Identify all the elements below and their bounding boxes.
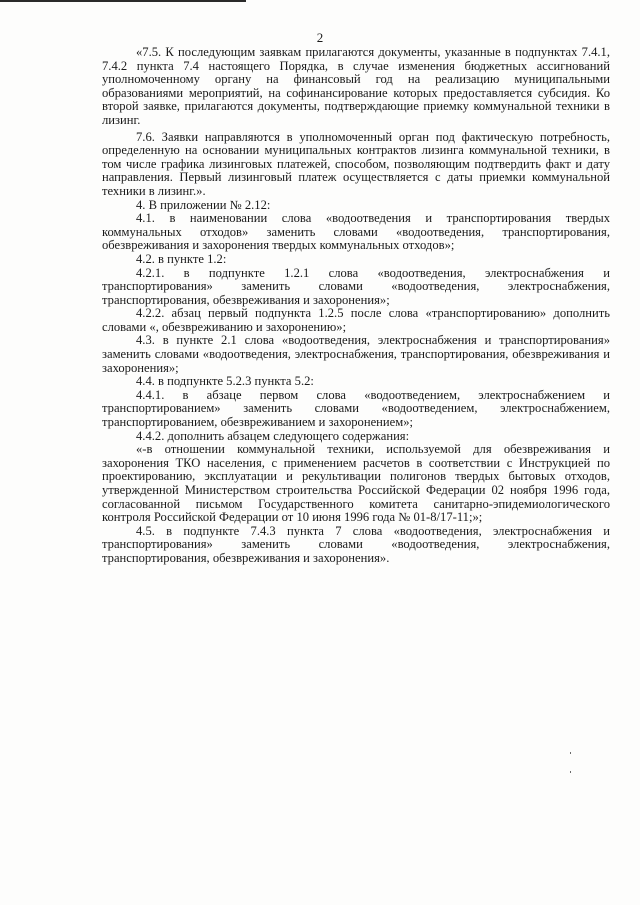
paragraph-4-1: 4.1. в наименовании слова «водоотведения и транспортирования твердых коммунальных отходов» заменить словами «водоотведения, транспортирования, обезвреживания и захоронения твердых коммунальных отходов»; xyxy=(102,211,610,253)
paragraph-4-4-2: 4.4.2. дополнить абзацем следующего содержания: xyxy=(136,428,410,443)
document-body xyxy=(102,46,610,566)
paragraph-7-5: «7.5. К последующим заявкам прилагаются документы, указанные в подпунктах 7.4.1, 7.4.2 пункта 7.4 настоящего Порядка, в случае изменения бюджетных ассигнований уполномоченному органу на финансовый год на реализацию муниципальными образованиями мероприятий, на софинансирование которых предоставляется субсидия. Ко второй заявке, прилагаются документы, подтверждающие приемку коммунальной техники в лизинг. xyxy=(102,45,610,127)
page-number: 2 xyxy=(316,30,324,45)
paragraph-quoted-addition: «-в отношении коммунальной техники, используемой для обезвреживания и захоронения ТКО населения, с применением расчетов в соответствии с Инструкцией по проектированию, эксплуатации и рекультивации полигонов твердых бытовых отходов, утвержденной Министерством строительства Российской Федерации 02 ноября 1996 года, согласованной письмом Государственного комитета санитарно-эпидемиологического контроля Российской Федерации от 10 июня 1996 года № 01-8/17-11;»; xyxy=(102,442,610,525)
paragraph-4-2: 4.2. в пункте 1.2: xyxy=(136,251,227,266)
paragraph-4-2-2: 4.2.2. абзац первый подпункта 1.2.5 после слова «транспортированию» дополнить словами «, обезвреживанию и захоронению»; xyxy=(102,306,610,334)
paragraph-4-5: 4.5. в подпункте 7.4.3 пункта 7 слова «водоотведения, электроснабжения и транспортирования» заменить словами «водоотведения, электроснабжения, транспортирования, обезвреживания и захоронения». xyxy=(102,523,610,565)
paragraph-4-3: 4.3. в пункте 2.1 слова «водоотведения, электроснабжения и транспортирования» заменить словами «водоотведения, электроснабжения, транспортирования, обезвреживания и захоронения»; xyxy=(102,333,610,375)
paragraph-4: 4. В приложении № 2.12: xyxy=(136,197,271,212)
scan-top-rule xyxy=(0,0,246,2)
paragraph-4-2-1: 4.2.1. в подпункте 1.2.1 слова «водоотведения, электроснабжения и транспортирования» заменить словами «водоотведения, электроснабжения, транспортирования, обезвреживания и захоронения»; xyxy=(102,265,610,307)
scan-artifact-mark xyxy=(570,752,571,754)
scan-artifact-mark xyxy=(570,771,571,773)
paragraph-7-6: 7.6. Заявки направляются в уполномоченный орган под фактическую потребность, определенную на основании муниципальных контрактов лизинга коммунальной техники, в том числе графика лизинговых платежей, способом, позволяющим подтвердить факт и дату направления. Первый лизинговый платеж осуществляется с даты приемки коммунальной техники в лизинг.». xyxy=(102,129,610,198)
paragraph-4-4-1: 4.4.1. в абзаце первом слова «водоотведением, электроснабжением и транспортированием» заменить словами «водоотведением, электроснабжением, транспортированием, обезвреживанием и захоронением»; xyxy=(102,387,610,430)
paragraph-4-4: 4.4. в подпункте 5.2.3 пункта 5.2: xyxy=(136,374,314,389)
